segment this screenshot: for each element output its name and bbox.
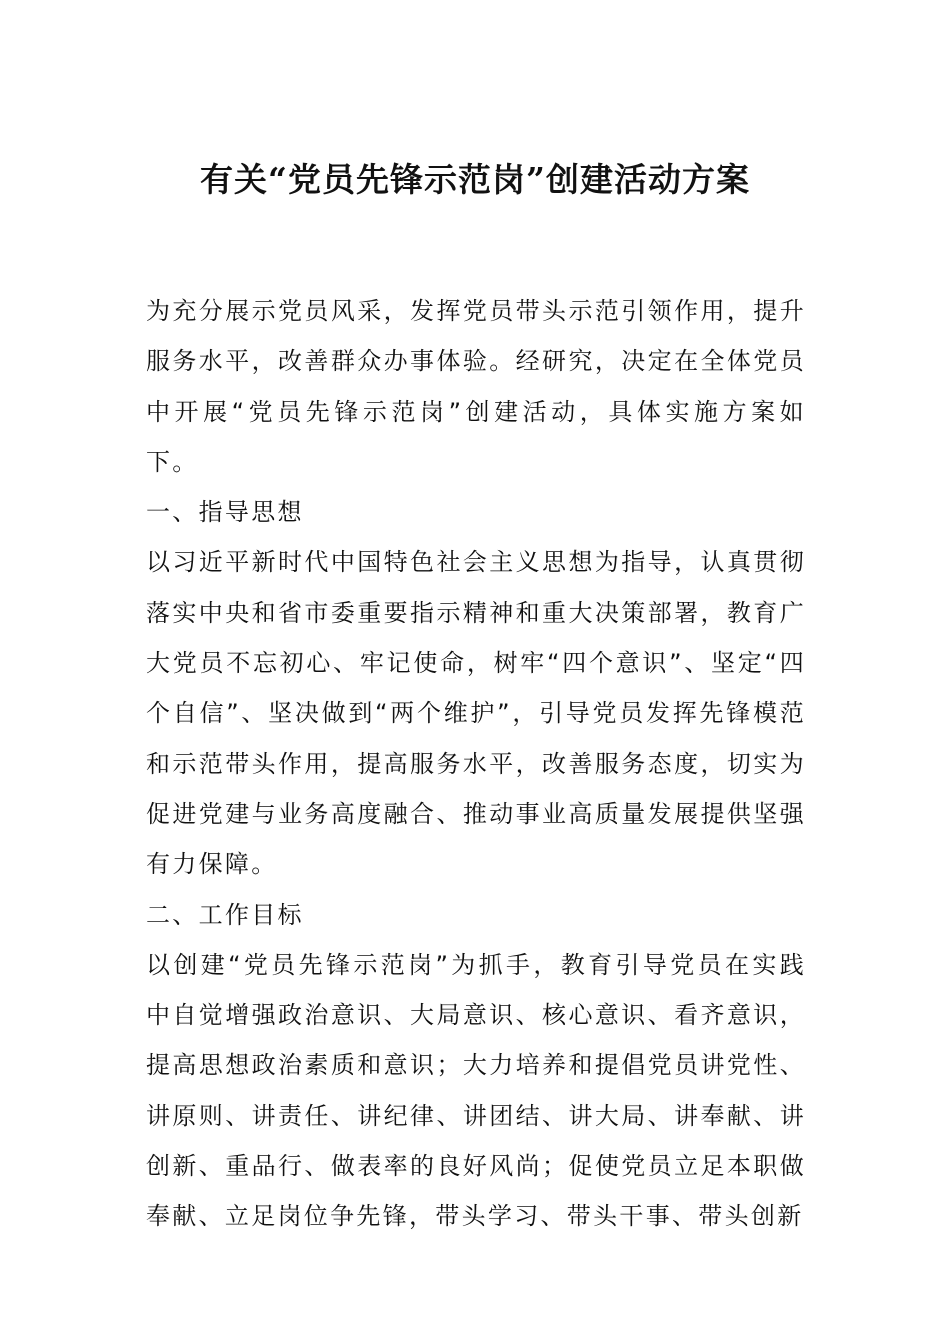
section-heading-work-goals: 二、工作目标 — [146, 900, 304, 929]
section-text-guiding-ideology: 以习近平新时代中国特色社会主义思想为指导，认真贯彻落实中央和省市委重要指示精神和重大决策部署，教育广大党员不忘初心、牢记使命，树牢“四个意识”、坚定“四个自信”、坚决做到“两个维护”，引导党员发挥先锋模范和示范带头作用，提高服务水平，改善服务态度，切实为促进党建与业务高度融合、推动事业高质量发展提供坚强有力保障。 — [146, 548, 806, 879]
document-title: 有关“党员先锋示范岗”创建活动方案 — [200, 160, 750, 199]
section-text-work-goals: 以创建“党员先锋示范岗”为抓手，教育引导党员在实践中自觉增强政治意识、大局意识、核心意识、看齐意识，提高思想政治素质和意识；大力培养和提倡党员讲党性、讲原则、讲责任、讲纪律、讲团结、讲大局、讲奉献、讲创新、重品行、做表率的良好风尚；促使党员立足本职做奉献、立足岗位争先锋，带头学习、带头干事、带头创新 — [146, 950, 806, 1231]
document-body — [146, 286, 806, 1242]
section-heading-guiding-ideology: 一、指导思想 — [146, 498, 304, 527]
intro-paragraph: 为充分展示党员风采，发挥党员带头示范引领作用，提升服务水平，改善群众办事体验。经研究，决定在全体党员中开展“党员先锋示范岗”创建活动，具体实施方案如下。 — [146, 297, 806, 476]
